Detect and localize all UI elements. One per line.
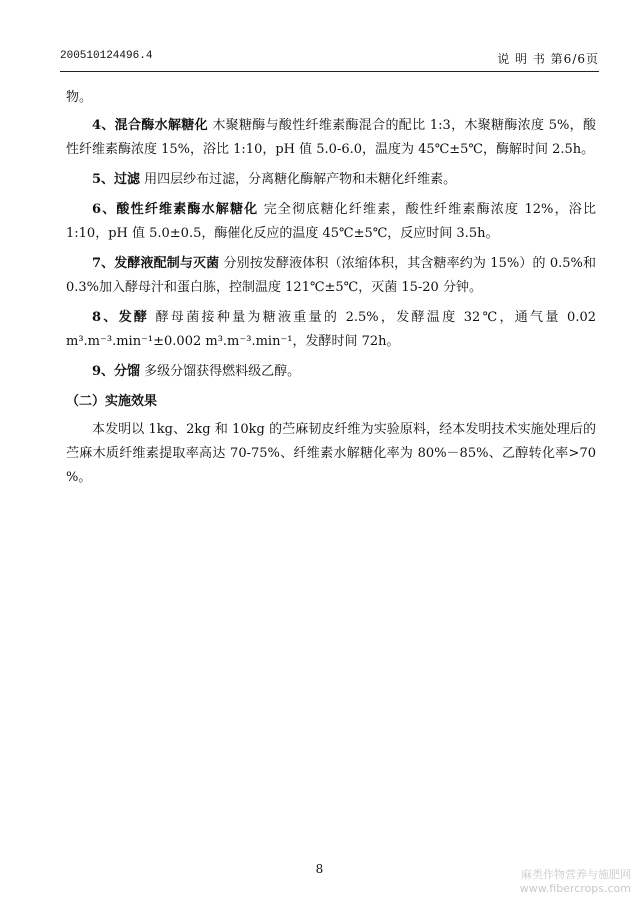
step-7-text: 分别按发酵液体积（浓缩体积，其含糖率约为 15%）的 0.5%和 0.3%加入酵母汁和蛋白胨，控制温度 121℃±5℃，灭菌 15-20 分钟。 (66, 256, 596, 295)
header-divider (60, 71, 599, 72)
step-4-paragraph (66, 114, 596, 162)
step-6-paragraph (66, 198, 596, 246)
step-6-title: 6、酸性纤维素酶水解糖化 (92, 202, 259, 217)
watermark-site-name: 麻类作物营养与施肥网 (521, 868, 631, 881)
step-6-text: 完全彻底糖化纤维素，酸性纤维素酶浓度 12%，浴比 1:10，pH 值 5.0±0.5，酶催化反应的温度 45℃±5℃，反应时间 3.5h。 (66, 202, 596, 241)
results-paragraph: 本发明以 1kg、2kg 和 10kg 的苎麻韧皮纤维为实验原料，经本发明技术实施处理后的苎麻木质纤维素提取率高达 70-75%、纤维素水解糖化率为 80%－85%、乙醇转化率>70 %。 (66, 422, 596, 485)
header-page-info: 说 明 书 第6/6页 (497, 52, 599, 66)
step-4-title: 4、混合酶水解糖化 (92, 118, 208, 133)
watermark (520, 868, 631, 896)
paragraph-continuation: 物。 (66, 90, 93, 105)
section-heading: （二）实施效果 (66, 394, 158, 409)
step-8-title: 8、发酵 (92, 310, 150, 325)
document-number: 200510124496.4 (60, 50, 153, 62)
step-7-title: 7、发酵液配制与灭菌 (92, 256, 220, 271)
step-7-paragraph (66, 252, 596, 300)
page-header (60, 50, 599, 68)
step-5-text: 用四层纱布过滤，分离糖化酶解产物和未糖化纤维素。 (140, 172, 457, 187)
step-8-paragraph (66, 306, 596, 354)
step-9-text: 多级分馏获得燃料级乙醇。 (140, 364, 301, 379)
step-8-text: 酵母菌接种量为糖液重量的 2.5%，发酵温度 32℃，通气量 0.02 m³.m⁻³.min⁻¹±0.002 m³.m⁻³.min⁻¹，发酵时间 72h。 (66, 310, 596, 349)
step-9-paragraph (66, 360, 596, 384)
step-5-paragraph (66, 168, 596, 192)
watermark-url: www.fibercrops.com (519, 882, 631, 895)
step-4-text: 木聚糖酶与酸性纤维素酶混合的配比 1:3，木聚糖酶浓度 5%，酸性纤维素酶浓度 15%，浴比 1:10，pH 值 5.0-6.0，温度为 45℃±5℃，酶解时间 2.5h。 (66, 118, 596, 157)
step-5-title: 5、过滤 (92, 172, 141, 187)
document-body (66, 86, 596, 496)
step-9-title: 9、分馏 (92, 364, 141, 379)
page-number: 8 (315, 862, 324, 876)
